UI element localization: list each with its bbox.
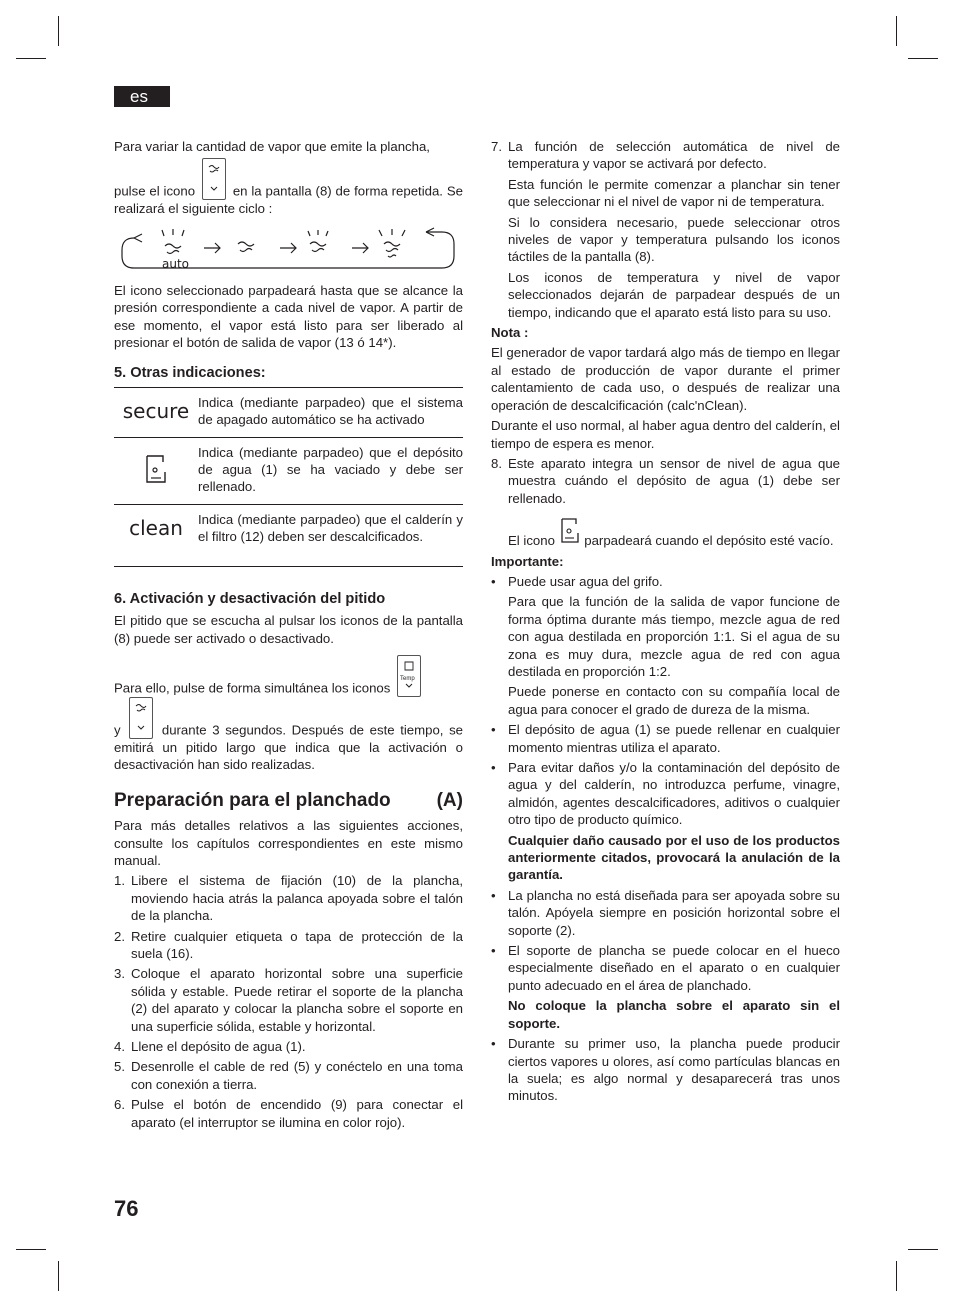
step-number: 6. xyxy=(114,1097,125,1113)
steam-low-icon xyxy=(238,242,254,252)
nota-paragraph-2: Durante el uso normal, al haber agua dentro del calderín, el tiempo de espera es menor. xyxy=(491,418,840,451)
importante-label: Importante: xyxy=(491,553,564,569)
steam-press-paragraph: pulse el icono en la pantalla (8) de forma repetida. Se realizará el siguiente ciclo : xyxy=(114,158,463,217)
crop-mark xyxy=(896,16,897,46)
step-text: Llene el depósito de agua (1). xyxy=(131,1039,306,1054)
bullet-paragraph: Para que la función de la salida de vapor funcione de forma óptima durante más tiempo, mezcle agua de red con agua destilada en proporción 1:1. Si el agua de su zona es muy dura, mezcle agua de red con agua destilada en proporción 1:2. xyxy=(508,594,840,679)
crop-mark xyxy=(58,1261,59,1291)
step-number: 1. xyxy=(114,873,125,889)
steam-intro: Para variar la cantidad de vapor que emite la plancha, xyxy=(114,139,430,154)
table-row xyxy=(114,387,463,437)
water-tank-icon xyxy=(559,515,581,549)
table-row xyxy=(114,437,463,504)
indication-text: Indica (mediante parpadeo) que el depósito de agua (1) se ha vaciado y debe ser rellenado. xyxy=(198,437,463,504)
step-number: 4. xyxy=(114,1039,125,1054)
prep-step xyxy=(114,928,463,963)
crop-mark xyxy=(58,16,59,46)
steam-icon xyxy=(129,697,153,739)
steam-blink-text: El icono seleccionado parpadeará hasta que se alcance la presión correspondiente a cada nivel de vapor. A partir de ese momento, el vapor está listo para ser liberado al presionar el botón de salida de vapor (13 ó 14*). xyxy=(114,282,463,351)
bullet-item: • Puede usar agua del grifo. xyxy=(491,573,663,589)
water-tank-icon xyxy=(114,437,198,504)
temp-icon: Temp xyxy=(397,655,421,697)
step-8-icon-paragraph: El icono parpadeará cuando el depósito esté vacío. xyxy=(491,515,840,549)
step-text: Desenrolle el cable de red (5) y conéctelo en una toma con conexión a tierra. xyxy=(131,1059,463,1092)
step-number: 5. xyxy=(114,1059,125,1075)
indication-text: Indica (mediante parpadeo) que el calderín y el filtro (12) deben ser descalcificados. xyxy=(198,504,463,566)
steam-icon xyxy=(202,158,226,200)
steam-high-icon xyxy=(379,229,405,257)
secure-icon: secure xyxy=(114,387,198,437)
step-text: Libere el sistema de fijación (10) de la plancha, moviendo hacia atrás la palanca apoyada sobre el talón de la plancha. xyxy=(131,873,463,924)
bullet-item: • Para evitar daños y/o la contaminación del depósito de agua y del calderín, no introduzca perfume, vinagre, almidón, agentes descalcificadores, aditivos o cualquier otro tipo de producto químico. xyxy=(491,760,840,828)
step-text: Retire cualquier etiqueta o tapa de protección de la suela (16). xyxy=(131,928,463,961)
bullet-item: • La plancha no está diseñada para ser apoyada sobre su talón. Apóyela siempre en posición horizontal sobre el soporte (2). xyxy=(491,887,840,938)
crop-mark xyxy=(908,1249,938,1250)
prep-step xyxy=(114,1038,463,1055)
indications-table xyxy=(114,387,463,567)
prep-step xyxy=(114,965,463,1035)
beep-paragraph-1: El pitido que se escucha al pulsar los iconos de la pantalla (8) puede ser activado o desactivado. xyxy=(114,613,463,646)
nota-label: Nota : xyxy=(491,325,529,341)
indication-text: Indica (mediante parpadeo) que el sistema de apagado automático se ha activado xyxy=(198,387,463,437)
steam-auto-icon xyxy=(162,229,184,254)
step-7-paragraph: Esta función le permite comenzar a planchar sin tener que seleccionar ni el nivel de vapor ni de temperatura. xyxy=(508,176,840,210)
section-5-title: 5. Otras indicaciones: xyxy=(114,365,266,382)
crop-mark xyxy=(16,58,46,59)
step-7: 7. La función de selección automática de nivel de temperatura y vapor se activará por defecto. xyxy=(491,139,840,172)
crop-mark xyxy=(16,1249,46,1250)
support-warning: No coloque la plancha sobre el aparato sin el soporte. xyxy=(508,998,840,1031)
steam-medium-icon xyxy=(308,230,328,252)
left-column xyxy=(114,138,463,1134)
beep-paragraph-2: Para ello, pulse de forma simultánea los iconos Temp y durante 3 segundos. Después de este tiempo, se emitirá un pitido largo que indica que la activación o desactivación han sido realizadas. xyxy=(114,655,463,774)
prep-intro: Para más detalles relativos a las siguientes acciones, consulte los capítulos correspondientes en este mismo manual. xyxy=(114,818,463,868)
bullet-item: • El soporte de plancha se puede colocar en el hueco especialmente diseñado en el aparato o en cualquier punto adecuado en el área de planchado. xyxy=(491,943,840,993)
bullet-item: • El depósito de agua (1) se puede rellenar en cualquier momento mientras utiliza el aparato. xyxy=(491,722,840,755)
crop-mark xyxy=(896,1261,897,1291)
bullet-item: • Durante su primer uso, la plancha puede producir ciertos vapores u olores, así como partículas blancas en la suela; es algo normal y desaparecerá tras unos minutos. xyxy=(491,1036,840,1104)
clean-icon: clean xyxy=(114,504,198,566)
warranty-warning: Cualquier daño causado por el uso de los productos anteriormente citados, provocará la anulación de la garantía. xyxy=(508,832,840,883)
step-7-paragraph: Los iconos de temperatura y nivel de vapor seleccionados dejarán de parpadear después de un tiempo, indicando que el aparato está listo para su uso. xyxy=(508,269,840,320)
step-7-paragraph: Si lo considera necesario, puede seleccionar otros niveles de vapor y temperatura pulsando los iconos táctiles de la pantalla (8). xyxy=(508,214,840,265)
bullet-paragraph: Puede ponerse en contacto con su compañía local de agua para conocer el grado de dureza de la misma. xyxy=(508,684,840,717)
prep-step xyxy=(114,1058,463,1093)
step-text: Coloque el aparato horizontal sobre una superficie sólida y estable. Puede retirar el soporte de la plancha (2) del aparato y colocar la plancha sobre el soporte en una superficie sólida, estable y horizontal. xyxy=(131,966,463,1034)
language-tab: es xyxy=(114,86,170,107)
cycle-auto-label: auto xyxy=(162,256,190,271)
prep-heading: Preparación para el planchado (A) xyxy=(114,789,463,811)
table-row xyxy=(114,504,463,566)
step-8: 8. Este aparato integra un sensor de nivel de agua que muestra cuándo el depósito de agua (1) debe ser rellenado. xyxy=(491,455,840,506)
prep-steps xyxy=(114,872,463,1131)
prep-step xyxy=(114,1096,463,1131)
crop-mark xyxy=(908,58,938,59)
steam-cycle-diagram xyxy=(120,224,456,274)
prep-step xyxy=(114,872,463,924)
step-number: 3. xyxy=(114,966,125,982)
right-column xyxy=(491,138,840,1108)
step-text: Pulse el botón de encendido (9) para conectar el aparato (el interruptor se ilumina en color rojo). xyxy=(131,1097,463,1130)
step-number: 2. xyxy=(114,928,125,944)
nota-paragraph-1: El generador de vapor tardará algo más de tiempo en llegar al estado de producción de vapor durante el primer calentamiento de cada uso, o después de realizar una operación de descalcificación (calc'nClean). xyxy=(491,345,840,413)
page-number: 76 xyxy=(114,1196,139,1221)
section-6-title: 6. Activación y desactivación del pitido xyxy=(114,590,386,607)
